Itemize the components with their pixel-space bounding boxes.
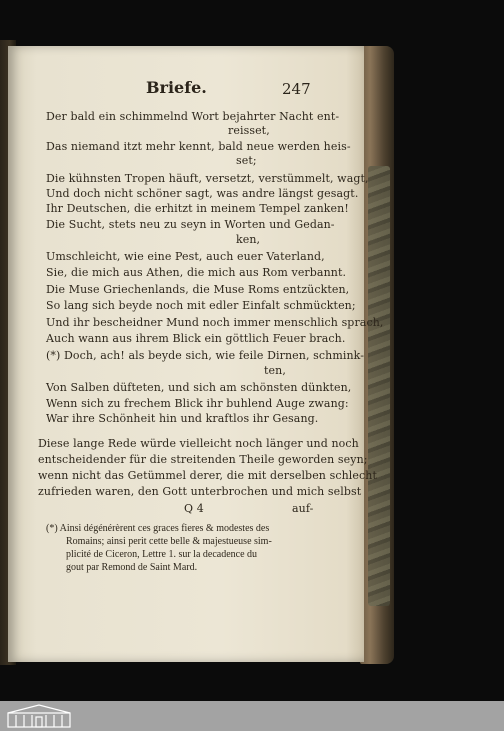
book-cover-right	[360, 46, 394, 664]
poem-line: War ihre Schönheit hin und kraftlos ihr Gesang.	[46, 412, 319, 425]
poem-line: Auch wann aus ihrem Blick ein göttlich Feuer brach.	[46, 332, 346, 345]
footnote-line: Romains; ainsi perit cette belle & majestueuse sim-	[66, 536, 272, 547]
footnote-line: gout par Remond de Saint Mard.	[66, 562, 198, 573]
poem-line: set;	[236, 154, 257, 167]
poem-line: Das niemand itzt mehr kennt, bald neue werden heis-	[46, 140, 351, 153]
poem-line: Und doch nicht schöner sagt, was andre längst gesagt.	[46, 187, 359, 200]
running-title: Briefe.	[146, 78, 207, 97]
poem-line: So lang sich beyde noch mit edler Einfalt schmückten;	[46, 299, 356, 312]
footnote-line: plicité de Ciceron, Lettre 1. sur la decadence du	[66, 549, 258, 560]
library-logo-icon	[4, 703, 74, 729]
footnote-line: (*) Ainsi dégénérèrent ces graces fieres & modestes des	[46, 523, 270, 534]
prose-line: wenn nicht das Getümmel derer, die mit derselben schlecht	[38, 469, 377, 482]
poem-line: (*) Doch, ach! als beyde sich, wie feile Dirnen, schmink-	[46, 349, 365, 362]
poem-line: reisset,	[228, 124, 270, 137]
poem-line: Umschleicht, wie eine Pest, auch euer Vaterland,	[46, 250, 325, 263]
viewer-footer-bar	[0, 701, 504, 731]
prose-line: zufrieden waren, den Gott unterbrochen und mich selbst	[38, 485, 362, 498]
poem-line: Der bald ein schimmelnd Wort bejahrter Nacht ent-	[46, 110, 340, 123]
poem-line: Sie, die mich aus Athen, die mich aus Rom verbannt.	[46, 266, 347, 279]
poem-line: Die Sucht, stets neu zu seyn in Worten und Gedan-	[46, 218, 335, 231]
signature-mark: Q 4	[184, 502, 204, 515]
poem-line: ten,	[264, 364, 286, 377]
poem-line: Ihr Deutschen, die erhitzt in meinem Tempel zanken!	[46, 202, 349, 215]
poem-line: Die Muse Griechenlands, die Muse Roms entzückten,	[46, 283, 350, 296]
poem-line: Wenn sich zu frechem Blick ihr buhlend Auge zwang:	[46, 397, 349, 410]
poem-line: Die kühnsten Tropen häuft, versetzt, verstümmelt, wagt,	[46, 172, 369, 185]
poem-line: ken,	[236, 233, 261, 246]
poem-line: Und ihr bescheidner Mund noch immer menschlich sprach,	[46, 316, 384, 329]
marbled-edge	[368, 166, 390, 606]
page-number: 247	[282, 80, 311, 98]
poem-line: Von Salben düfteten, und sich am schönsten dünkten,	[46, 381, 352, 394]
catchword: auf-	[292, 502, 314, 515]
page-header	[140, 78, 320, 100]
prose-line: entscheidender für die streitenden Theile geworden seyn;	[38, 453, 368, 466]
prose-line: Diese lange Rede würde vielleicht noch länger und noch	[38, 437, 359, 450]
